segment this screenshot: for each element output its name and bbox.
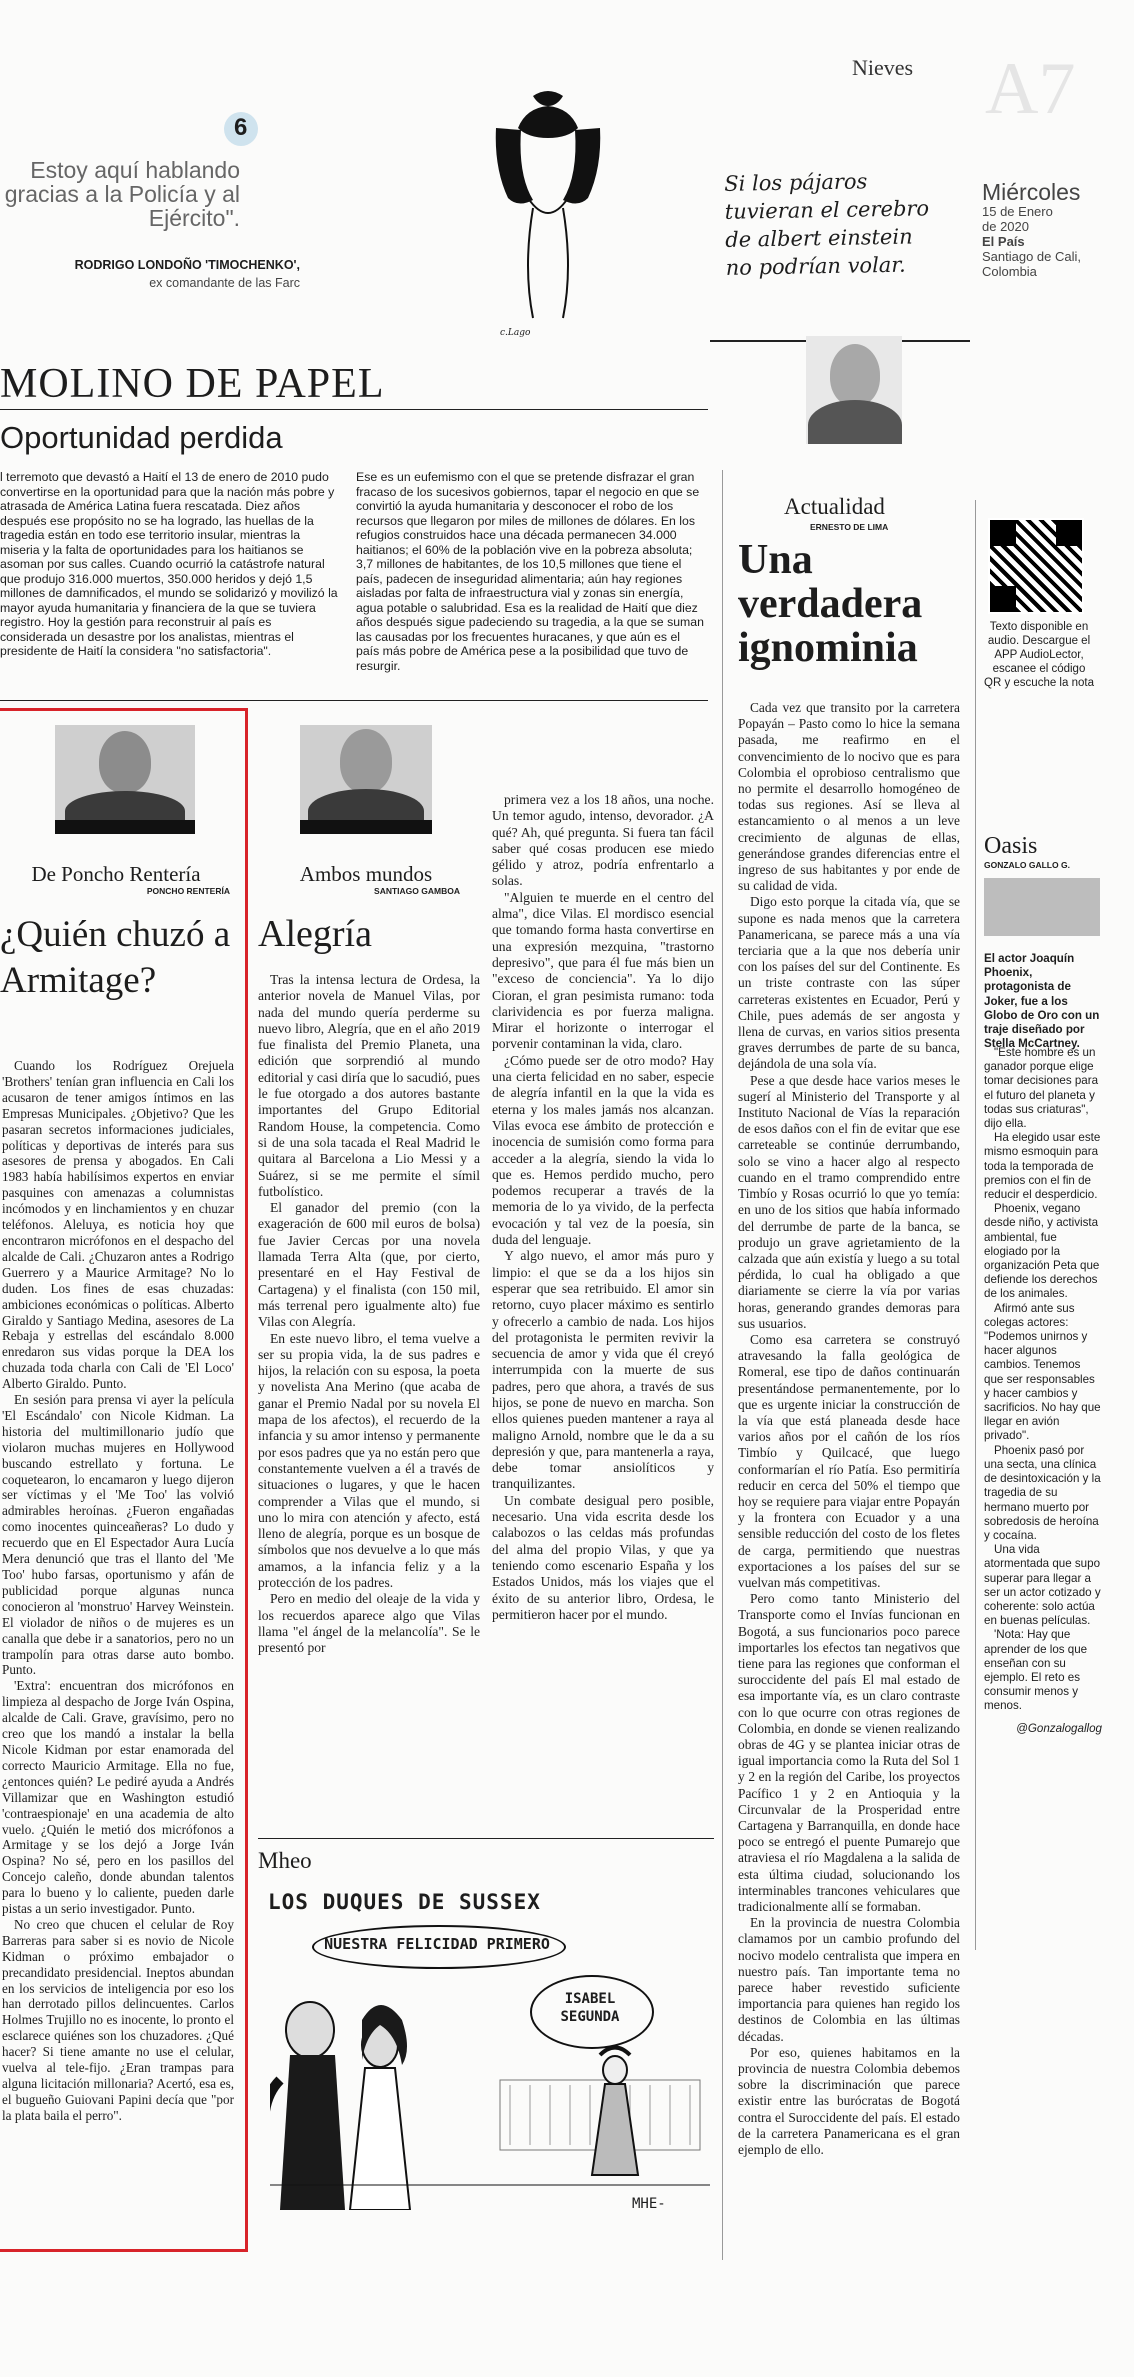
date-country: Colombia — [982, 264, 1037, 279]
ambos-col-2 — [492, 792, 714, 1623]
oasis-section: Oasis — [984, 833, 1038, 859]
editorial-rule — [0, 409, 708, 410]
oasis-paragraph: 'Nota: Hay que aprender de los que enseñan con su ejemplo. El reto es consumir menos y menos. — [984, 1628, 1088, 1713]
date-text: 15 de Enero — [982, 204, 1053, 219]
face — [99, 731, 151, 793]
poncho-body — [2, 1058, 234, 2124]
speech-bubble-2-text: ISABEL SEGUNDA — [560, 1991, 620, 2025]
ambos-title: Alegría — [258, 913, 372, 955]
author-photo-gamboa — [300, 725, 432, 834]
poncho-column-name: De Poncho Rentería — [31, 862, 201, 886]
oasis-photo — [984, 878, 1100, 936]
actualidad-paragraph: Pero como tanto Ministerio del Transporte como el Invías funcionan en Bogotá, a sus funcionarios poco parece importarles los efectos tan negativos que tiene para las regiones que conforman el suroccidente del país El mal estado de esa importante vía, es un claro contraste con lo que ocurre con otras regiones de Colombia, en donde se vienen realizando obras de 4G y se plantea iniciar otras de igual importancia como la Ruta del Sol 1 y 2 en la región del Caribe, los proyectos Pacífico 1 y 2 en Antioquia y la Circunvalar de la Prosperidad entre Cartagena y Barranquilla, en donde hace poco se entregó el puente Pumarejo que atraviesa el río Magdalena a la salida de esta última ciudad, solucionando los interminables trancones vehiculares que tradicionalmente allí se formaban. — [738, 1591, 960, 1915]
actualidad-author: ERNESTO DE LIMA — [810, 522, 889, 532]
ambos-col-1 — [258, 972, 480, 1656]
face — [340, 729, 392, 793]
editorial-bottom-rule — [0, 700, 708, 701]
poncho-title: ¿Quién chuzó a Armitage? — [0, 914, 231, 1001]
oasis-paragraph: Ha elegido usar este mismo esmoquin para toda la temporada de premios con el fin de reducir el desperdicio. — [984, 1131, 1101, 1202]
qr-code[interactable] — [990, 520, 1082, 612]
mheo-cartoon-title: LOS DUQUES DE SUSSEX — [268, 1890, 541, 1914]
actualidad-paragraph: Cada vez que transito por la carretera Popayán – Pasto como lo hice la semana pasada, me reafirmo en el convencimiento de lo nocivo que es para Colombia el oprobioso centralismo que no permite el desarrollo homogéneo de todas sus regiones. Así se lleva al estancamiento o al menos a un leve crecimiento de algunas de ellas, generándose grandes diferencias entre el ingreso de sus habitantes y por ende de su calidad de vida. — [738, 700, 960, 894]
oasis-paragraph: Una vida atormentada que supo superar para llegar a ser un actor cotizado y coherente: solo actúa en buenas películas. — [984, 1543, 1101, 1628]
shoulders — [808, 400, 902, 444]
actualidad-section: Actualidad — [784, 494, 885, 519]
actualidad-paragraph: En la provincia de nuestra Colombia clamamos por un cambio profundo del nocivo modelo centralista que impera en nuestro país. Tan importante tema no parece haber revestido suficiente importancia para quienes han regido los destinos de Colombia en las últimas décadas. — [738, 1915, 960, 2044]
cartoon-caption: Si los pájaros tuvieran el cerebro de albert einstein no podrían volar. — [724, 169, 930, 280]
editorial-col-2: Ese es un eufemismo con el que se pretende disfrazar el gran fracaso de los sucesivos gobiernos, tapar el negocio en que se convirtió la ayuda humanitaria y desconocer el robo de los recursos que llegaron por miles de millones de dólares. En los refugios construidos hace una década permanecen 34.000 haitianos; el 60% de la población vive en la pobreza absoluta; 3,7 millones de habitantes, de los 10,5 millones que tiene el país, padecen de inseguridad alimentaria; aún hay regiones aisladas por falta de infraestructura vial y zonas sin energía, agua potable o salubridad. Esa es la realidad de Haití que diez años después sigue padeciendo su tragedia, a la que se suman las causadas por los frecuentes huracanes, y que aún es el país más pobre de América pese a la posibilidad que tuvo de resurgir. — [356, 470, 704, 673]
column-divider — [722, 470, 723, 2260]
actualidad-paragraph: Como esa carretera se construyó atravesando la falla geológica de Romeral, ese tipo de daños continuarán presentándose permanentemente, por lo que es urgente iniciar la construcción de la vía que está planeada desde hace varios años por el cañón de los ríos Timbío y Quilcacé, que luego conformarían el río Patía. Eso permitiría reducir en cerca del 50% el tiempo que hoy se requiere para viajar entre Popayán y la frontera con Ecuador y a una sensible reducción del costo de los fletes de carga, permitiendo que nuestras exportaciones a los países del sur se vuelvan más competitivas. — [738, 1331, 960, 1590]
date-city: Santiago de Cali, — [982, 249, 1082, 264]
mheo-section-title: Mheo — [258, 1848, 312, 1873]
ambos-paragraph: El ganador del premio (con la exageración de 600 mil euros de bolsa) fue Javier Cercas por una novela llamada Terra Alta (que, por cierto, presentaré en el Hay Festival de Cartagena) y el finalista (con 150 mil, más terrenal pero igualmente alto) fue Vilas con Alegría. — [258, 1200, 480, 1330]
shoulders — [308, 789, 424, 833]
page-number: A7 — [985, 48, 1076, 130]
mheo-cartoon-drawing — [270, 1960, 710, 2210]
shoulders — [65, 791, 185, 831]
mheo-signature: MHE- — [632, 2196, 666, 2212]
ambos-paragraph: Tras la intensa lectura de Ordesa, la anterior novela de Manuel Vilas, por nada del mundo quería perderme su nuevo libro, Alegría, que en el año 2019 fue finalista del Premio Planeta, una edición que sorprendió al mundo editorial y casi diría que lo sacudió, pues le fue otorgado a dos autores bastante importantes del Grupo Editorial Random House, la competencia. Como si de una sola tacada el Real Madrid le quitara al Barcelona a Lio Messi y a Suárez, si se me permite el símil futbolístico. — [258, 972, 480, 1199]
ambos-author: SANTIAGO GAMBOA — [374, 886, 460, 896]
oasis-paragraph: "Este hombre es un ganador porque elige tomar decisiones para el futuro del planeta y todas sus criaturas", dijo ella. — [984, 1046, 1099, 1131]
ambos-paragraph: primera vez a los 18 años, una noche. Un temor agudo, intenso, devorador. ¿A qué? Ah, qué pregunta. Si fuera tan fácil saber qué cosas producen ese miedo gélido y atroz, podría enfrentarlo a solas. — [492, 792, 714, 889]
date-year: de 2020 — [982, 219, 1029, 234]
section-name: Nieves — [852, 55, 914, 80]
actualidad-body — [738, 700, 960, 2158]
poncho-author: PONCHO RENTERÍA — [146, 886, 230, 896]
face — [830, 344, 880, 406]
poncho-paragraph: No creo que chucen el celular de Roy Barreras para saber si es novio de Nicole Kidman o próximo embajador o precandidato presidencial. Ineptos abundan en los servicios de inteligencia por eso los han derrotado pillos delincuentes. Carlos Holmes Trujillo no es inocente, lo pronto el esclarece quiénes son los chuzadores. ¿Qué hacer? Si tiene amante no use el celular, vuelva al tele-fijo. ¿Eran trampas para alguna licitación millonaria? Acertó, esa es, el bugueño Guiovani Papini decía que "por la plata baila el perro". — [2, 1916, 234, 2123]
oasis-paragraph: Afirmó ante sus colegas actores: "Podemos unirnos y hacer algunos cambios. Tenemos que ser responsables y hacer cambios y sacrificios. No hay que llegar en avión privado". — [984, 1301, 1101, 1443]
ambos-paragraph: "Alguien te muerde en el centro del alma", dice Vilas. El mordisco esencial que tomando forma hasta convertirse en una expresión mezquina, "trastorno depresivo", que para él fue más bien un "exceso de conciencia". Ya lo dijo Cioran, el gran pesimista rumano: toda clarividencia es por fuerza maligna. Mirar el horizonte o interrogar el porvenir contaminan la vida, claro. — [492, 889, 714, 1052]
poncho-paragraph: 'Extra': encuentran dos micrófonos en limpieza al despacho de Jorge Iván Ospina, alcalde de Cali. Grave, gravísimo, pero no creo que los mandó a instalar la bella Nicole Kidman por estar enamorada del correcto Mauricio Armitage. Ella no fue, ¿entonces quién? Le pediré ayuda a Andrés Villamizar que en Washington estudió 'contraespionaje' en una academia de alto vuelo. ¿Quién le metió dos micrófonos a Armitage y se los dejó a Jorge Iván Ospina? No sé, pero en los pasillos del Concejo caleño, donde abundan talentos para lo bueno y lo caliente, pueden darle pistas a un serio investigador. Punto. — [2, 1678, 234, 1917]
oasis-paragraph: Phoenix, vegano desde niño, y activista ambiental, fue elogiado por la organización Peta que defiende los derechos de los animales. — [984, 1202, 1100, 1301]
quote-author: RODRIGO LONDOÑO 'TIMOCHENKO', — [74, 258, 300, 272]
oasis-paragraph: Phoenix pasó por una secta, una clínica de desintoxicación y la tragedia de su hermano muerto por sobredosis de heroína y cocaína. — [984, 1443, 1101, 1542]
header-quote: Estoy aquí hablando gracias a la Policía y al Ejército". — [4, 157, 240, 231]
mheo-rule — [258, 1838, 714, 1839]
actualidad-paragraph: Pese a que desde hace varios meses le sugerí al Ministerio del Transporte y al Instituto Nacional de Vías la reparación de esos daños con el fin de evitar que ese carreteable se continúe derrumbando, solo se vino a hacer algo al respecto cuando en el tramo comprendido entre Timbío y Rosas ocurrió lo que yo temía: en uno de los sitios que había informado del derrumbe de parte de la banca, se produjo un grave agrietamiento de la calzada que aún existía y luego a su total pérdida, lo cual ha obligado a que diariamente se cierre la vía por varias horas, generando grandes demoras para sus usuarios. — [738, 1072, 960, 1331]
author-photo-poncho — [55, 725, 195, 834]
cartoon-signature: c.Lago — [500, 328, 531, 338]
header-cartoon — [488, 88, 608, 328]
ambos-column-name: Ambos mundos — [299, 862, 433, 886]
oasis-body — [984, 1046, 1102, 1736]
editorial-section-title: MOLINO DE PAPEL — [0, 361, 385, 407]
author-photo-de-lima — [806, 336, 902, 444]
oasis-author: GONZALO GALLO G. — [984, 860, 1070, 870]
quote-author-role: ex comandante de las Farc — [149, 276, 300, 290]
ambos-paragraph: En este nuevo libro, el tema vuelve a ser su propia vida, la de sus padres e hijos, la relación con su esposa, la poeta y novelista Ana Merino (que acaba de ganar el Premio Nadal por su novela El mapa de los afectos), el recuerdo de la infancia y su amor intenso y permanente por esos padres que ya no están pero que constantemente vuelven a él a través de situaciones o lugares, y que le hacen comprender a Vilas que el mundo, si uno lo mira con atención y afecto, está lleno de alegría, porque es un bosque de símbolos que nos devuelve a lo que más amamos, a la infancia feliz y a la protección de los padres. — [258, 1330, 480, 1590]
poncho-paragraph: En sesión para prensa vi ayer la película 'El Escándalo' con Nicole Kidman. La historia del multimillonario judío que violaron muchas mujeres en Hollywood buscando estrellato y fortuna. Le coquetearon, lo encamaron y luego dijeron ser víctimas y el 'Me Too' las volvió admirables heroínas. ¿Fueron engañadas como inocentes quinceañeras? Lo dudo y recuerdo que en El Espectador Aura Lucía Mera denunció que tras el llanto del 'Me Too' hubo farsas, oportunismo y afán de publicidad porque algunas nunca conocieron al 'monstruo' Harvey Weinstein. El violador de niños o de mujeres es un canalla que debe ir a sanatorios, pero no un trampolín para otras darse auto bombo. Punto. — [2, 1392, 234, 1678]
ambos-paragraph: ¿Cómo puede ser de otro modo? Hay una cierta felicidad en no saber, especie de alegría infantil en la que la vida es eterna y los males jamás nos alcanzan. Vilas evoca ese ámbito de protección e inocencia de sumisión como forma para acceder a la alegría, siendo la vida lo que es. Hemos perdido mucho, pero podemos recuperar a través de la memoria de lo ya vivido, de la perfecta evocación y tal vez de la poesía, sin duda del lenguaje. — [492, 1052, 714, 1248]
ambos-paragraph: Pero en medio del oleaje de la vida y los recuerdos aparece algo que Vilas llama "el ángel de la melancolía". Se le presentó por — [258, 1591, 480, 1656]
date-block — [982, 180, 1132, 279]
ambos-paragraph: Un combate desigual pero posible, necesario. Una vida escrita desde los calabozos o las celdas más profundas del alma del propio Vilas, y que ya teniendo como escenario España y los Estados Unidos, más los viajes que el éxito de su anterior libro, Ordesa, le permitieron hacer por el mundo. — [492, 1492, 714, 1622]
speech-bubble-1-text: NUESTRA FELICIDAD PRIMERO — [324, 1935, 550, 1953]
newspaper-name: El País — [982, 234, 1025, 249]
actualidad-paragraph: Por eso, quienes habitamos en la provincia de nuestra Colombia debemos sobre la discriminación que parece existir entre las burócratas de Bogotá contra el Suroccidente del país. El estado de la carretera Panamericana es el gran ejemplo de ello. — [738, 2044, 960, 2158]
editorial-title: Oportunidad perdida — [0, 420, 283, 455]
ambos-paragraph: Y algo nuevo, el amor más puro y limpio: el que se da a los hijos sin esperar que sea retribuido. El amor sin retorno, cuyo placer máximo es sentirlo y ofrecerlo a cambio de nada. Los hijos del protagonista le permiten revivir la secuencia de amor y vida que él creyó interrumpida con la muerte de sus padres, pero que ahora, a través de sus hijos, se pone de nuevo en marcha. Son ellos quienes pueden mantener a raya al maligno Arnold, nombre que le da a su depresión y que, para mantenerla a raya, debe tomar ansiolíticos y tranquilizantes. — [492, 1248, 714, 1492]
actualidad-paragraph: Digo esto porque la citada vía, que se supone es nada menos que la carretera Panamericana, se parece más a una vía terciaria que a la que nos debería unir con los países del sur del Continente. Es un triste contraste con las súper carreteras existentes en Ecuador, Perú y Chile, pues además de ser angosta y llena de curvas, en varios sitios presenta graves derrumbes de parte de su banca, dejándola de una sola vía. — [738, 894, 960, 1072]
column-divider — [975, 500, 976, 1950]
editorial-col-1: l terremoto que devastó a Haití el 13 de enero de 2010 pudo convertirse en la oportunidad para que la nación más pobre y atrasada de América Latina fuera rescatada. Diez años después ese propósito no se ha logrado, las huellas de la tragedia están en todo ese territorio insular, mientras la miseria y la falta de oportunidades para los haitianos se asoman por sus calles. Cuando ocurrió la catástrofe natural que produjo 316.000 muertos, 350.000 heridos y dejó 1,5 millones de damnificados, el mundo se solidarizó y movilizó la mayor ayuda humanitaria y financiera de la que se tuviera registro. Hoy la gestión para reconstruir al país es considerada un desastre por los analistas, mientras el presidente de Haití la considera "no satisfactoria". — [0, 470, 338, 658]
oasis-lead: El actor Joaquín Phoenix, protagonista de Joker, fue a los Globo de Oro con un traje diseñado por Stella McCartney. — [984, 952, 1100, 1051]
oasis-handle: @Gonzalogallog — [1016, 1721, 1102, 1735]
audio-note: Texto disponible en audio. Descargue el APP AudioLector, escanee el código QR y escuche la nota — [984, 621, 1094, 689]
date-day: Miércoles — [982, 179, 1081, 205]
actualidad-title: Una verdadera ignominia — [738, 537, 923, 671]
poncho-paragraph: Cuando los Rodríguez Orejuela 'Brothers' tenían gran influencia en Cali los acusaron de tener amigos íntimos en las Empresas Municipales. ¿Objetivo? Que les pasaran secretos informaciones judiciales, políticas y deportivas de interés para sus asesores de prensa y abogados. En Cali 1983 había habilísimos expertos en enviar pasquines con amenazas a columnistas incómodos y en linchamientos y en chuzar teléfonos. Aleluya, es noticia hoy que encontraron micrófonos en el despacho del alcalde de Cali. ¿Chuzaron antes a Rodrigo Guerrero y a Maurice Armitage? No lo duden. Los fines de esas chuzadas: ambiciones económicas o políticas. Alberto Giraldo y Santiago Medina, asesores de La Rebaja y estrellas del escándalo 8.000 enredaron sus vidas porque la DEA los chuzada toda charla con Cali de 'El Loco' Alberto Giraldo. Punto. — [2, 1058, 234, 1392]
quote-mark: 6 — [234, 114, 248, 141]
